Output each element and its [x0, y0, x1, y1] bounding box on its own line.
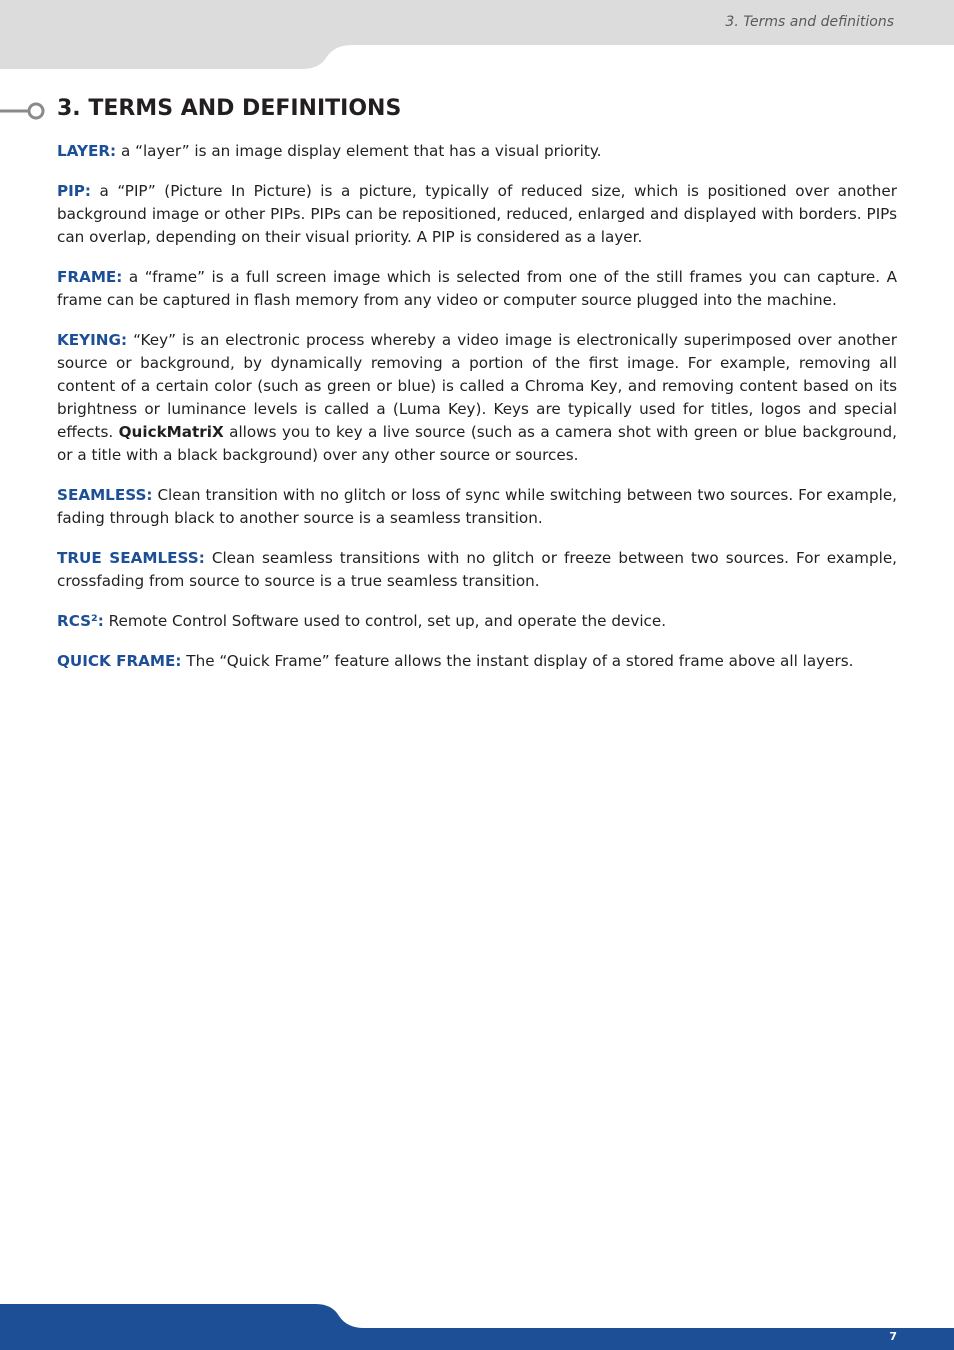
definition-rcs [57, 610, 897, 633]
section-title: 3. TERMS AND DEFINITIONS [57, 96, 402, 121]
definition-text: a “PIP” (Picture In Picture) is a picture, typically of reduced size, which is positioned over another background image or other PIPs. PIPs can be repositioned, reduced, enlarged and displayed with borders. PIPs can overlap, depending on their visual priority. A PIP is considered as a layer. [57, 182, 897, 246]
term-label: RCS²: [57, 612, 104, 630]
definition-keying [57, 329, 897, 467]
page-number: 7 [889, 1330, 897, 1343]
definition-pip [57, 180, 897, 249]
term-label: SEAMLESS: [57, 486, 153, 504]
definition-text-continued: allows you to key a live source (such as a camera shot with green or blue background, or a title with a black background) over any other source or sources. [57, 423, 897, 464]
term-label: LAYER: [57, 142, 117, 160]
header-band [0, 0, 954, 70]
definition-text: Clean transition with no glitch or loss of sync while switching between two sources. For example, fading through black to another source is a seamless transition. [57, 486, 897, 527]
definition-frame [57, 266, 897, 312]
section-heading [0, 95, 954, 127]
running-head: 3. Terms and definitions [725, 14, 894, 30]
definitions-list [57, 140, 897, 690]
definition-text: The “Quick Frame” feature allows the instant display of a stored frame above all layers. [181, 652, 854, 670]
definition-text: a “layer” is an image display element that has a visual priority. [116, 142, 602, 160]
definition-text: “Key” is an electronic process whereby a video image is electronically superimposed over another source or background, by dynamically removing a portion of the first image. For example, removing all content of a certain color (such as green or blue) is called a Chroma Key, and removing content based on its brightness or luminance levels is called a (Luma Key). Keys are typically used for titles, logos and special effects. [57, 331, 897, 441]
term-label: KEYING: [57, 331, 128, 349]
definition-true-seamless [57, 547, 897, 593]
term-label: FRAME: [57, 268, 123, 286]
definition-layer [57, 140, 897, 163]
definition-seamless [57, 484, 897, 530]
term-label: QUICK FRAME: [57, 652, 182, 670]
product-name: QuickMatriX [118, 423, 224, 441]
term-label: TRUE SEAMLESS: [57, 549, 205, 567]
definition-text: Remote Control Software used to control, set up, and operate the device. [103, 612, 667, 630]
definition-text: Clean seamless transitions with no glitch or freeze between two sources. For example, crossfading from source to source is a true seamless transition. [57, 549, 897, 590]
definition-text: a “frame” is a full screen image which is selected from one of the still frames you can capture. A frame can be captured in flash memory from any video or computer source plugged into the machine. [57, 268, 897, 309]
term-label: PIP: [57, 182, 91, 200]
footer-band [0, 1304, 954, 1350]
definition-quick-frame [57, 650, 897, 673]
line-and-ring-bullet-icon [0, 95, 50, 127]
